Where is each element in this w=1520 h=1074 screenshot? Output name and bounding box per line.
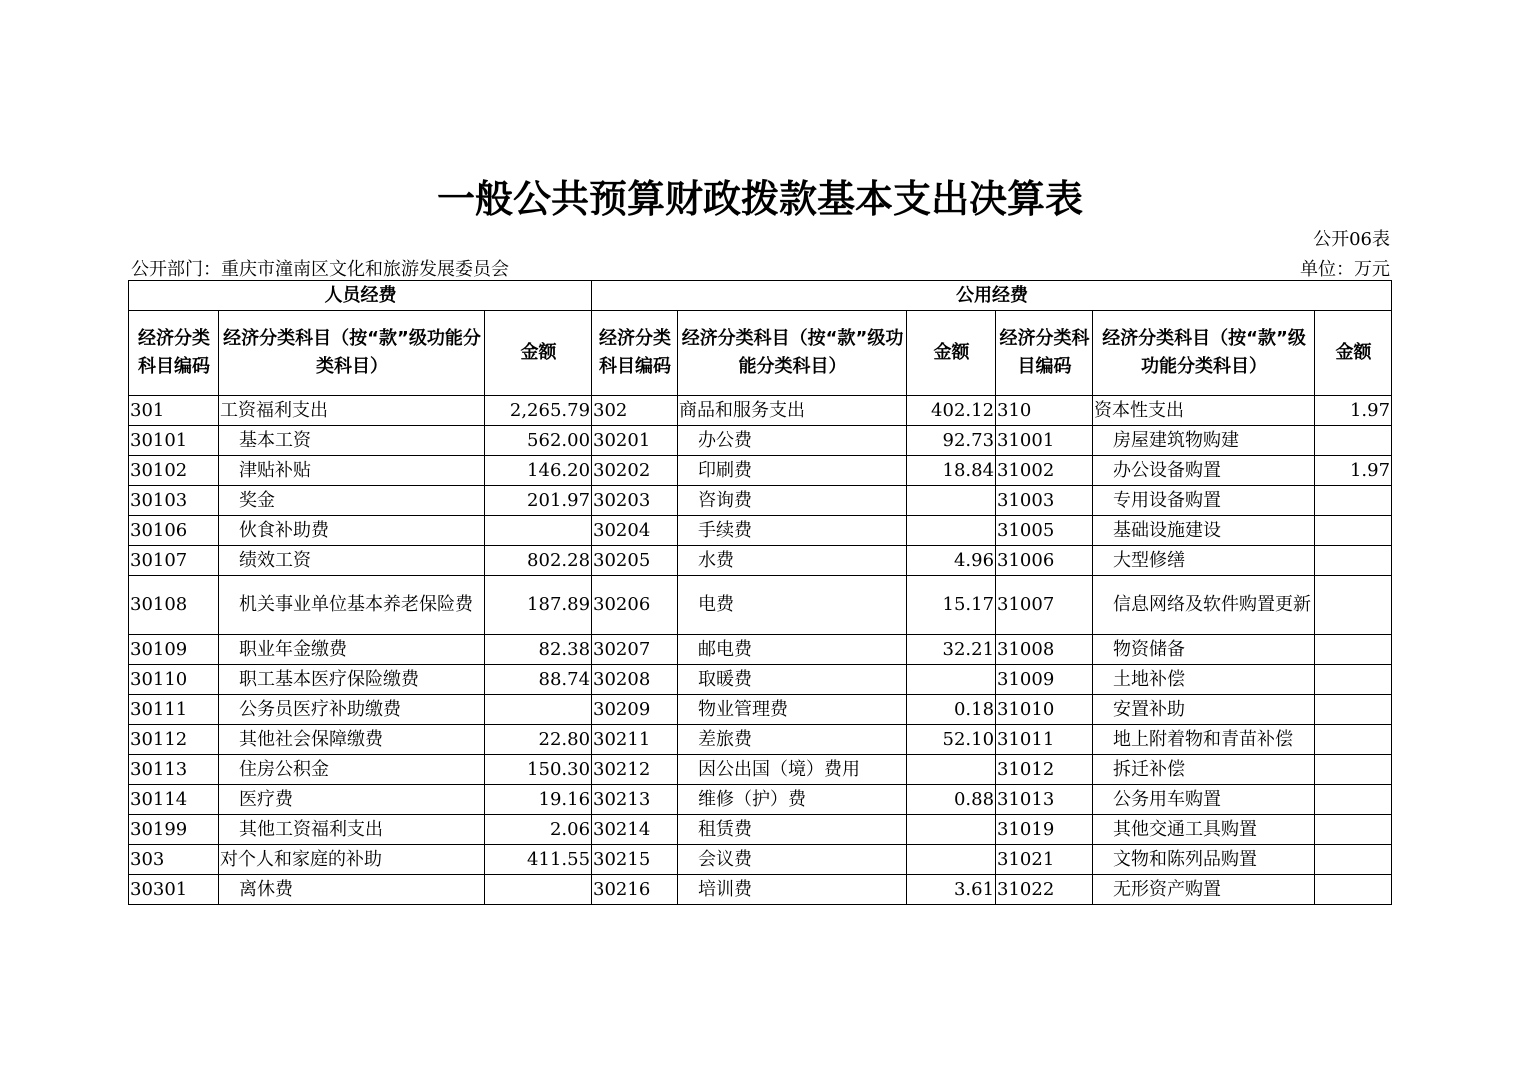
- header-item: 经济分类科目（按“款”级功能分类科目）: [678, 311, 907, 396]
- cell-code: 30114: [129, 785, 219, 815]
- table-row: [129, 785, 1392, 815]
- cell-item: 租赁费: [678, 815, 907, 845]
- cell-item: 机关事业单位基本养老保险费: [219, 576, 485, 635]
- cell-amount: 19.16: [485, 785, 592, 815]
- cell-code: 31008: [996, 635, 1093, 665]
- cell-code: 30209: [592, 695, 678, 725]
- table-row: [129, 875, 1392, 905]
- cell-amount: [1315, 665, 1392, 695]
- cell-amount: [907, 516, 996, 546]
- cell-item: 取暖费: [678, 665, 907, 695]
- cell-code: 31005: [996, 516, 1093, 546]
- cell-item: 地上附着物和青苗补偿: [1093, 725, 1315, 755]
- cell-code: 30208: [592, 665, 678, 695]
- cell-code: 30113: [129, 755, 219, 785]
- cell-item: 差旅费: [678, 725, 907, 755]
- cell-code: 31009: [996, 665, 1093, 695]
- cell-code: 30109: [129, 635, 219, 665]
- cell-item: 基本工资: [219, 426, 485, 456]
- header-item: 经济分类科目（按“款”级功能分类科目）: [219, 311, 485, 396]
- cell-code: 30102: [129, 456, 219, 486]
- cell-amount: 402.12: [907, 396, 996, 426]
- cell-item: 咨询费: [678, 486, 907, 516]
- cell-amount: 2.06: [485, 815, 592, 845]
- cell-code: 30106: [129, 516, 219, 546]
- cell-amount: 411.55: [485, 845, 592, 875]
- table-row: [129, 695, 1392, 725]
- cell-amount: [1315, 576, 1392, 635]
- cell-item: 商品和服务支出: [678, 396, 907, 426]
- unit-label: 单位：万元: [1300, 259, 1390, 280]
- cell-item: 拆迁补偿: [1093, 755, 1315, 785]
- cell-amount: 22.80: [485, 725, 592, 755]
- cell-item: 邮电费: [678, 635, 907, 665]
- cell-code: 30103: [129, 486, 219, 516]
- cell-amount: [485, 516, 592, 546]
- cell-item: 物资储备: [1093, 635, 1315, 665]
- cell-code: 31006: [996, 546, 1093, 576]
- table-row: [129, 456, 1392, 486]
- cell-item: 维修（护）费: [678, 785, 907, 815]
- cell-code: 30107: [129, 546, 219, 576]
- cell-item: 信息网络及软件购置更新: [1093, 576, 1315, 635]
- cell-amount: [907, 755, 996, 785]
- cell-amount: 1.97: [1315, 456, 1392, 486]
- cell-amount: 32.21: [907, 635, 996, 665]
- cell-code: 31001: [996, 426, 1093, 456]
- group-public: 公用经费: [592, 281, 1392, 311]
- cell-code: 31013: [996, 785, 1093, 815]
- cell-code: 310: [996, 396, 1093, 426]
- header-amount: 金额: [907, 311, 996, 396]
- cell-code: 31022: [996, 875, 1093, 905]
- cell-code: 30199: [129, 815, 219, 845]
- cell-amount: [1315, 695, 1392, 725]
- header-code: 经济分类科目编码: [129, 311, 219, 396]
- cell-item: 因公出国（境）费用: [678, 755, 907, 785]
- cell-item: 无形资产购置: [1093, 875, 1315, 905]
- cell-item: 职业年金缴费: [219, 635, 485, 665]
- cell-code: 31010: [996, 695, 1093, 725]
- cell-amount: [485, 875, 592, 905]
- cell-amount: [1315, 426, 1392, 456]
- table-row: [129, 426, 1392, 456]
- cell-item: 住房公积金: [219, 755, 485, 785]
- cell-amount: 0.88: [907, 785, 996, 815]
- cell-code: 30211: [592, 725, 678, 755]
- cell-amount: 4.96: [907, 546, 996, 576]
- cell-code: 30215: [592, 845, 678, 875]
- cell-code: 30212: [592, 755, 678, 785]
- table-row: [129, 396, 1392, 426]
- cell-item: 印刷费: [678, 456, 907, 486]
- cell-code: 30213: [592, 785, 678, 815]
- cell-amount: 150.30: [485, 755, 592, 785]
- table-row: [129, 635, 1392, 665]
- cell-amount: [907, 665, 996, 695]
- cell-code: 31019: [996, 815, 1093, 845]
- cell-item: 职工基本医疗保险缴费: [219, 665, 485, 695]
- cell-code: 30216: [592, 875, 678, 905]
- cell-amount: [1315, 635, 1392, 665]
- table-row: [129, 755, 1392, 785]
- cell-code: 30301: [129, 875, 219, 905]
- cell-code: 30205: [592, 546, 678, 576]
- cell-amount: 3.61: [907, 875, 996, 905]
- cell-item: 安置补助: [1093, 695, 1315, 725]
- cell-item: 其他交通工具购置: [1093, 815, 1315, 845]
- cell-code: 301: [129, 396, 219, 426]
- cell-item: 伙食补助费: [219, 516, 485, 546]
- cell-code: 30112: [129, 725, 219, 755]
- cell-amount: 88.74: [485, 665, 592, 695]
- department-label: 公开部门：重庆市潼南区文化和旅游发展委员会: [131, 259, 509, 280]
- cell-amount: 146.20: [485, 456, 592, 486]
- cell-amount: 82.38: [485, 635, 592, 665]
- table-row: [129, 576, 1392, 635]
- header-code: 经济分类科目编码: [996, 311, 1093, 396]
- cell-item: 办公设备购置: [1093, 456, 1315, 486]
- cell-amount: 187.89: [485, 576, 592, 635]
- cell-code: 31021: [996, 845, 1093, 875]
- cell-item: 津贴补贴: [219, 456, 485, 486]
- header-amount: 金额: [485, 311, 592, 396]
- cell-code: 31011: [996, 725, 1093, 755]
- cell-code: 30201: [592, 426, 678, 456]
- cell-amount: [1315, 516, 1392, 546]
- cell-amount: [1315, 815, 1392, 845]
- cell-amount: [907, 815, 996, 845]
- cell-amount: 562.00: [485, 426, 592, 456]
- cell-item: 手续费: [678, 516, 907, 546]
- cell-item: 办公费: [678, 426, 907, 456]
- table-row: [129, 516, 1392, 546]
- cell-amount: 1.97: [1315, 396, 1392, 426]
- cell-item: 离休费: [219, 875, 485, 905]
- cell-amount: 15.17: [907, 576, 996, 635]
- cell-code: 30202: [592, 456, 678, 486]
- cell-amount: 92.73: [907, 426, 996, 456]
- cell-amount: 18.84: [907, 456, 996, 486]
- cell-code: 31003: [996, 486, 1093, 516]
- cell-code: 30111: [129, 695, 219, 725]
- cell-amount: [1315, 725, 1392, 755]
- cell-item: 公务用车购置: [1093, 785, 1315, 815]
- cell-item: 大型修缮: [1093, 546, 1315, 576]
- cell-amount: 52.10: [907, 725, 996, 755]
- cell-amount: [907, 486, 996, 516]
- cell-amount: [1315, 845, 1392, 875]
- table-row: [129, 725, 1392, 755]
- cell-item: 基础设施建设: [1093, 516, 1315, 546]
- cell-item: 奖金: [219, 486, 485, 516]
- budget-table: [128, 280, 1392, 905]
- header-code: 经济分类科目编码: [592, 311, 678, 396]
- cell-code: 31012: [996, 755, 1093, 785]
- cell-item: 其他社会保障缴费: [219, 725, 485, 755]
- cell-item: 培训费: [678, 875, 907, 905]
- cell-item: 专用设备购置: [1093, 486, 1315, 516]
- cell-item: 土地补偿: [1093, 665, 1315, 695]
- cell-item: 会议费: [678, 845, 907, 875]
- table-row: [129, 486, 1392, 516]
- cell-amount: [485, 695, 592, 725]
- cell-amount: [1315, 486, 1392, 516]
- cell-amount: 201.97: [485, 486, 592, 516]
- page-title: 一般公共预算财政拨款基本支出决算表: [436, 177, 1083, 221]
- cell-amount: 0.18: [907, 695, 996, 725]
- cell-code: 30101: [129, 426, 219, 456]
- cell-item: 其他工资福利支出: [219, 815, 485, 845]
- cell-code: 302: [592, 396, 678, 426]
- cell-code: 31002: [996, 456, 1093, 486]
- cell-amount: [1315, 875, 1392, 905]
- cell-item: 工资福利支出: [219, 396, 485, 426]
- header-amount: 金额: [1315, 311, 1392, 396]
- cell-amount: [907, 845, 996, 875]
- cell-code: 30108: [129, 576, 219, 635]
- table-row: [129, 546, 1392, 576]
- group-personnel: 人员经费: [129, 281, 592, 311]
- cell-item: 资本性支出: [1093, 396, 1315, 426]
- cell-amount: [1315, 546, 1392, 576]
- table-row: [129, 815, 1392, 845]
- cell-item: 医疗费: [219, 785, 485, 815]
- cell-item: 房屋建筑物购建: [1093, 426, 1315, 456]
- cell-code: 30110: [129, 665, 219, 695]
- table-row: [129, 665, 1392, 695]
- cell-item: 电费: [678, 576, 907, 635]
- cell-amount: [1315, 785, 1392, 815]
- cell-item: 文物和陈列品购置: [1093, 845, 1315, 875]
- cell-code: 30206: [592, 576, 678, 635]
- cell-item: 水费: [678, 546, 907, 576]
- cell-code: 303: [129, 845, 219, 875]
- cell-code: 30214: [592, 815, 678, 845]
- cell-item: 公务员医疗补助缴费: [219, 695, 485, 725]
- form-number: 公开06表: [1313, 229, 1390, 250]
- header-item: 经济分类科目（按“款”级功能分类科目）: [1093, 311, 1315, 396]
- cell-amount: [1315, 755, 1392, 785]
- cell-item: 绩效工资: [219, 546, 485, 576]
- cell-amount: 802.28: [485, 546, 592, 576]
- cell-code: 31007: [996, 576, 1093, 635]
- cell-item: 对个人和家庭的补助: [219, 845, 485, 875]
- table-row: [129, 845, 1392, 875]
- cell-code: 30207: [592, 635, 678, 665]
- cell-amount: 2,265.79: [485, 396, 592, 426]
- cell-code: 30204: [592, 516, 678, 546]
- cell-item: 物业管理费: [678, 695, 907, 725]
- cell-code: 30203: [592, 486, 678, 516]
